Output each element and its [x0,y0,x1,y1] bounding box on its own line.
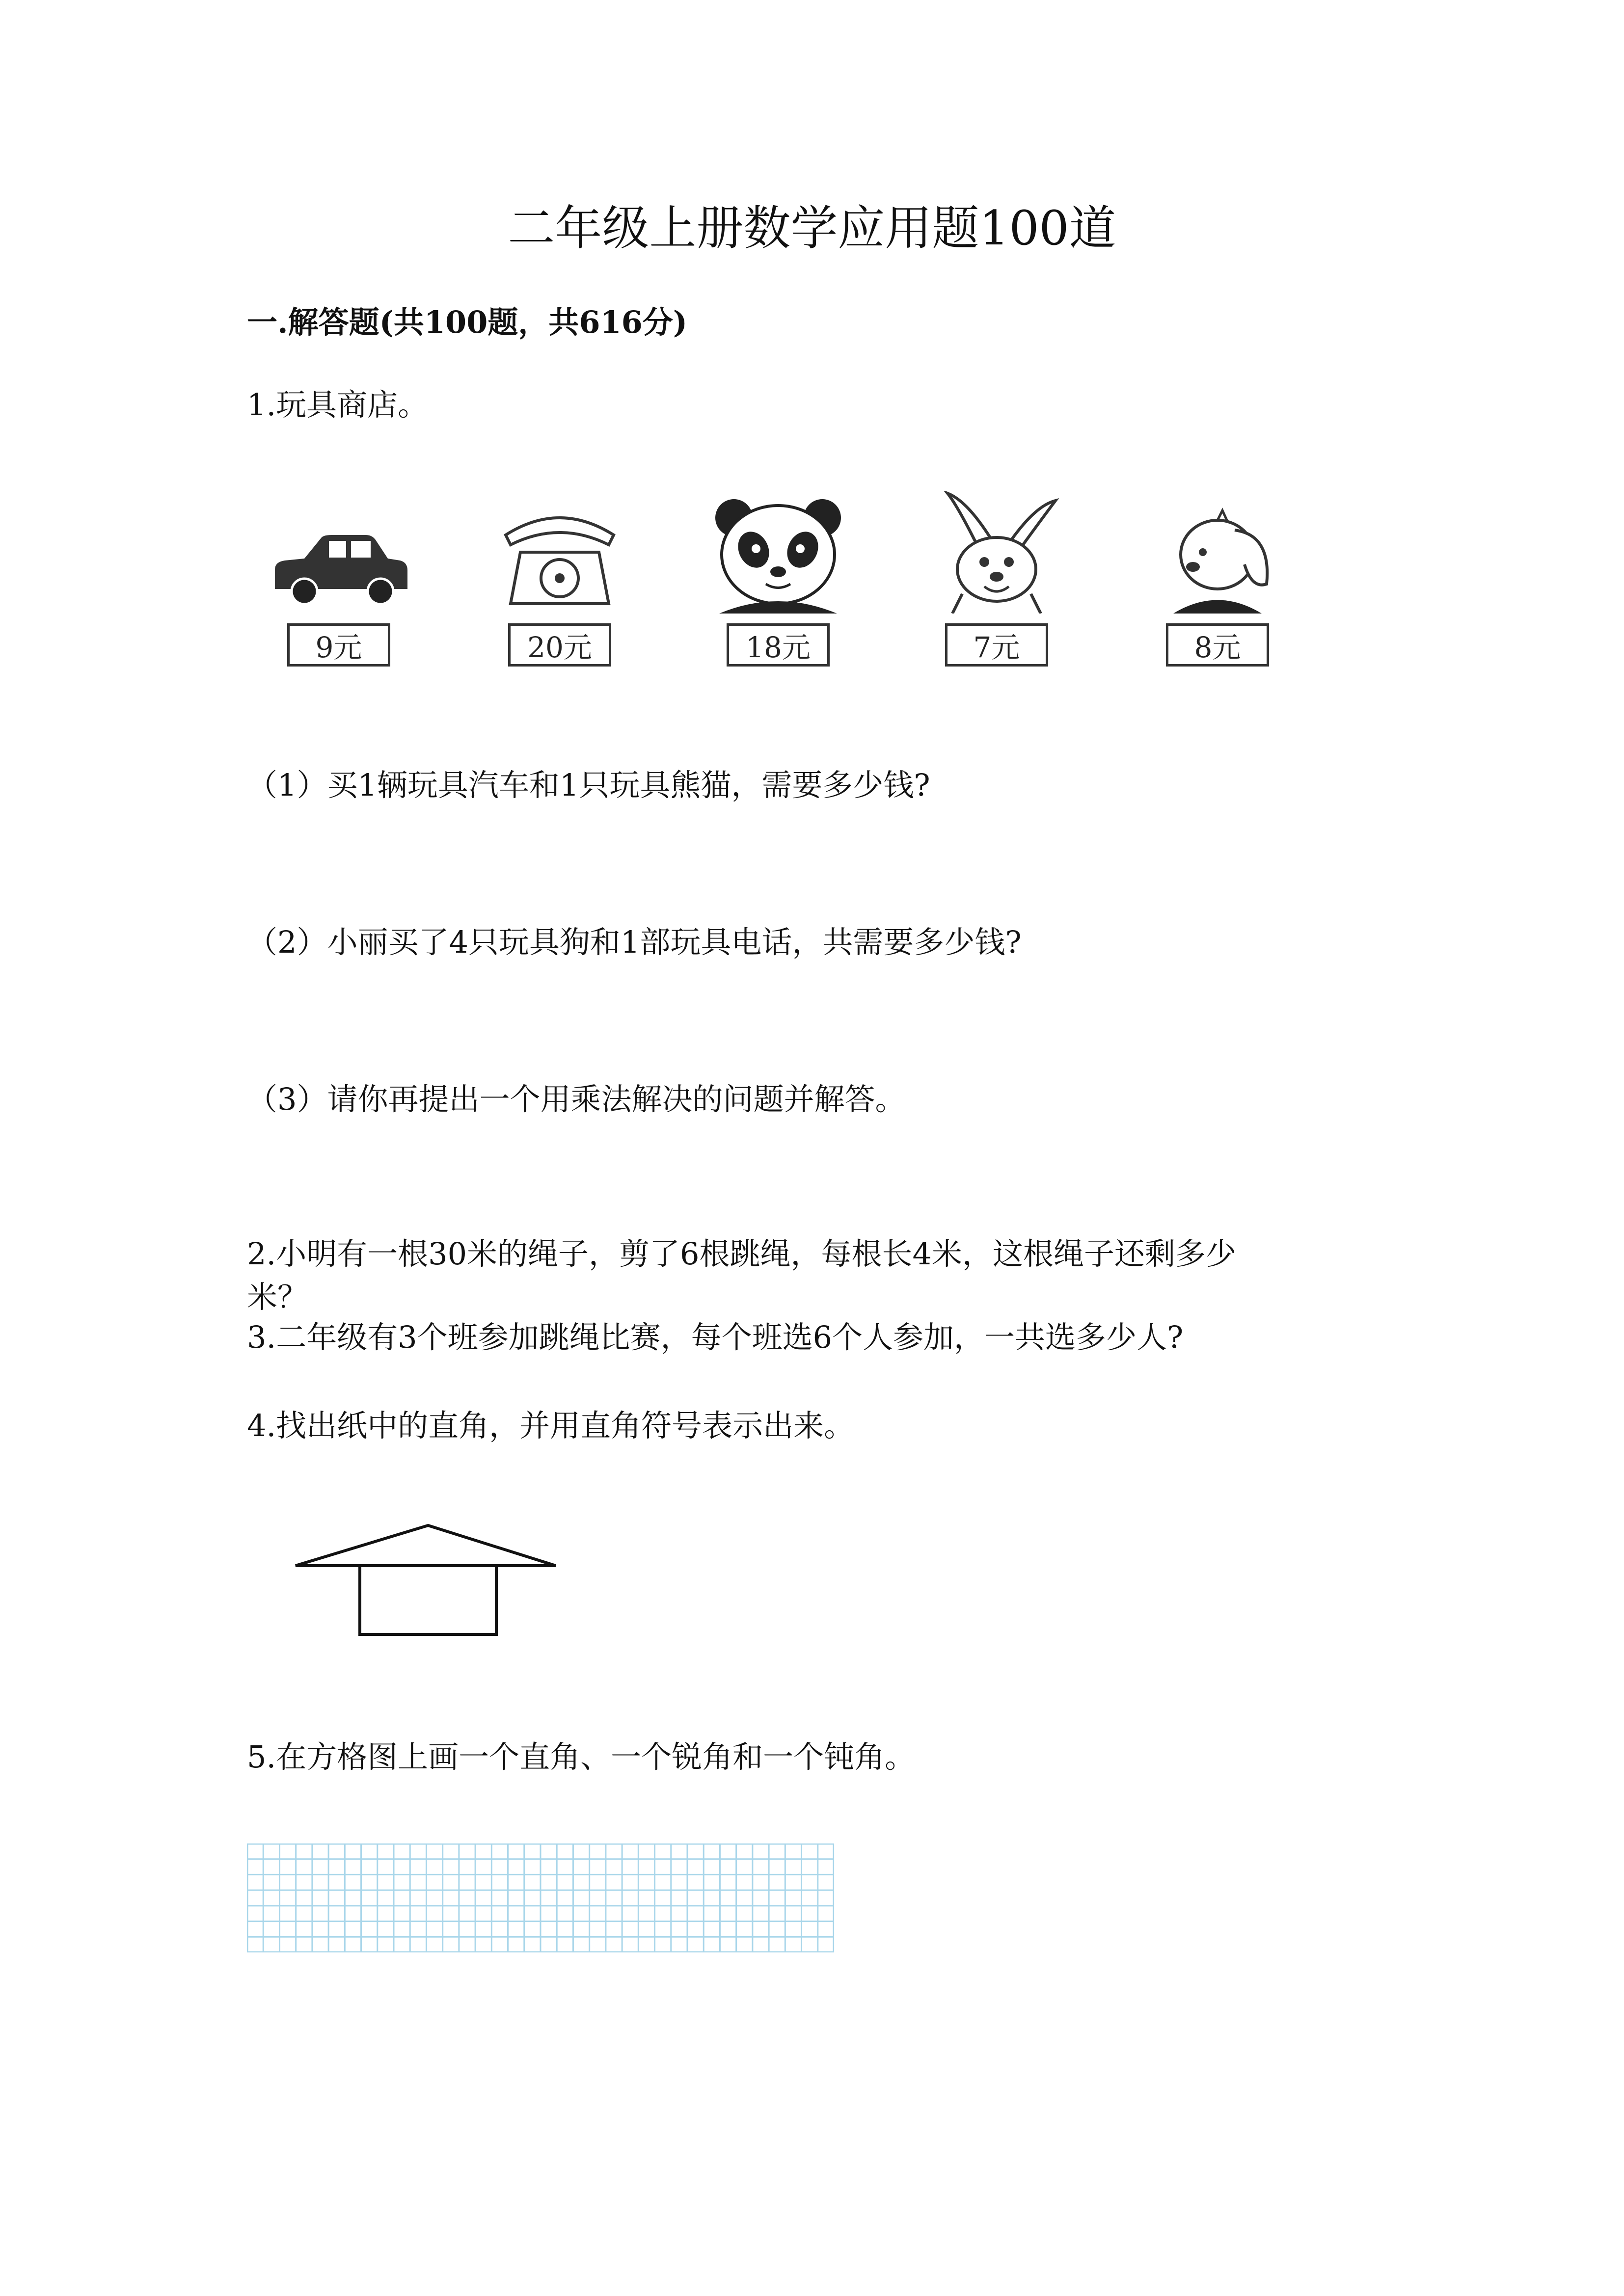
question-2-line-2: 米？ [247,1279,308,1315]
question-2-line-1: 2.小明有一根30米的绳子，剪了6根跳绳，每根长4米，这根绳子还剩多少 [247,1236,1236,1272]
panda-icon [704,491,852,614]
question-1-part-1: （1）买1辆玩具汽车和1只玩具熊猫，需要多少钱? [247,767,930,803]
price-tag: 20元 [508,623,611,667]
toy-panda [704,491,852,677]
section-heading: 一.解答题(共100题，共616分) [247,304,688,340]
question-5: 5.在方格图上画一个直角、一个锐角和一个钝角。 [247,1739,916,1775]
price-tag: 18元 [727,623,830,667]
question-3: 3.二年级有3个班参加跳绳比赛，每个班选6个人参加，一共选多少人? [247,1319,1184,1355]
rabbit-icon [923,491,1070,614]
toy-telephone [486,491,633,677]
question-1-stem: 1.玩具商店。 [247,387,429,423]
price-tag: 8元 [1166,623,1269,667]
price-tag: 7元 [945,623,1048,667]
toy-rabbit [923,491,1070,677]
question-1-part-3: （3）请你再提出一个用乘法解决的问题并解答。 [247,1081,906,1117]
question-1-part-2: （2）小丽买了4只玩具狗和1部玩具电话，共需要多少钱? [247,924,1022,960]
house-shape-figure [290,1517,565,1654]
graph-paper-grid[interactable] [247,1843,834,1952]
question-4: 4.找出纸中的直角，并用直角符号表示出来。 [247,1408,855,1443]
toy-price-row [265,491,1306,677]
toy-dog [1144,491,1291,677]
telephone-icon [486,491,633,614]
toy-car [265,491,412,677]
dog-icon [1144,491,1291,614]
toy-car-icon [265,491,412,614]
price-tag: 9元 [287,623,390,667]
page-title: 二年级上册数学应用题100道 [508,201,1116,256]
